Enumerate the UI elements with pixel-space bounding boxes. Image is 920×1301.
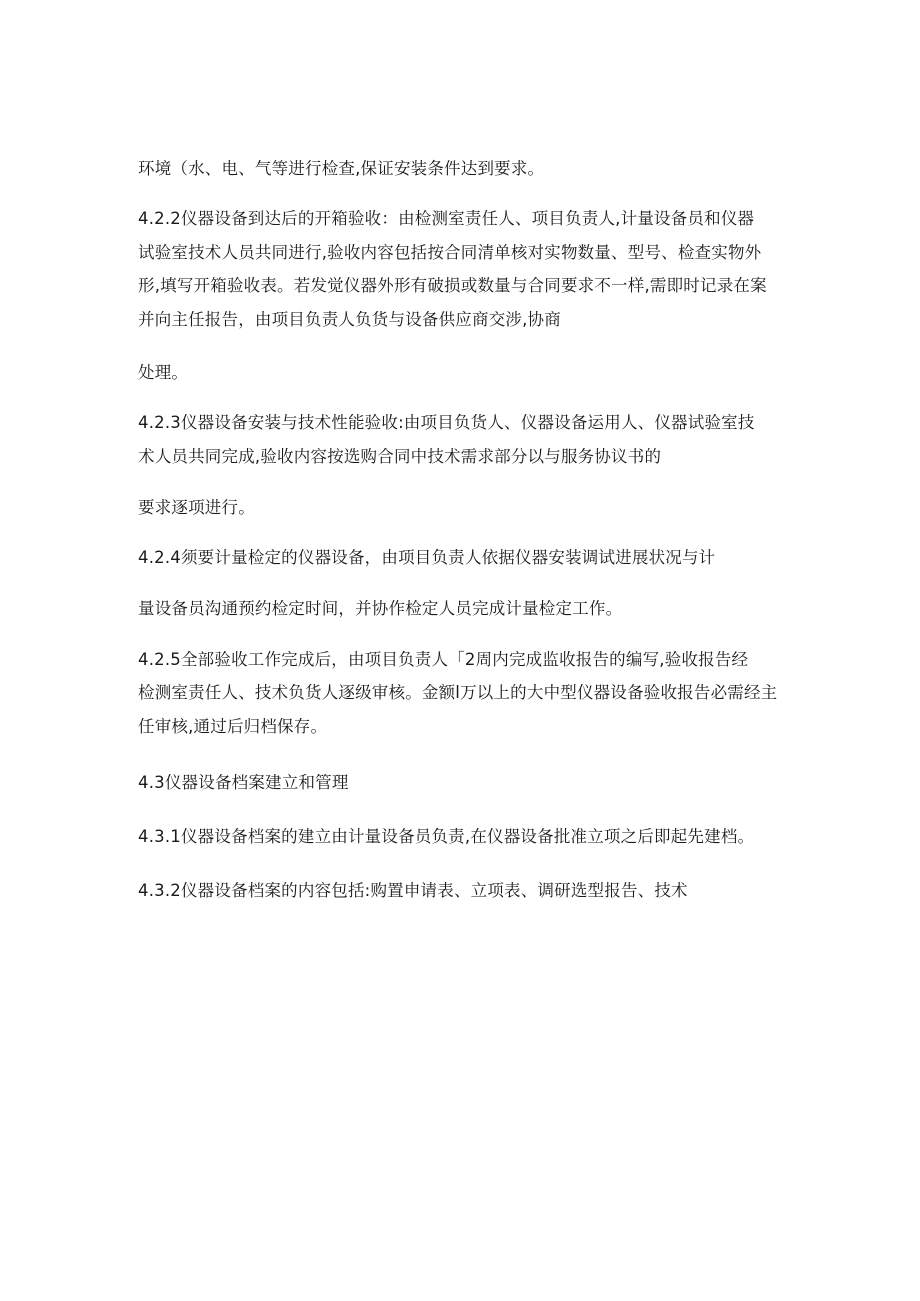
text-line-6: 处理。 (138, 363, 189, 382)
text-line-16: 4.3.1仪器设备档案的建立由计量设备员负责,在仪器设备批准立项之后即起先建档。 (138, 827, 755, 846)
text-line-8: 术人员共同完成,验收内容按选购合同中技术需求部分以与服务协议书的 (138, 447, 662, 466)
text-line-3: 试验室技术人员共同进行,验收内容包括按合同清单核对实物数量、型号、检查实物外 (138, 243, 762, 262)
text-line-9: 要求逐项进行。 (138, 498, 255, 517)
text-line-5: 并向主任报告，由项目负责人负货与设备供应商交涉,协商 (138, 310, 561, 329)
text-line-11: 量设备员沟通预约检定时间，并协作检定人员完成计量检定工作。 (138, 599, 623, 618)
text-line-17: 4.3.2仪器设备档案的内容包括:购置申请表、立项表、调研选型报告、技术 (138, 881, 688, 900)
text-line-2: 4.2.2仪器设备到达后的开箱验收：由检测室责任人、项目负责人,计量设备员和仪器 (138, 209, 755, 228)
text-line-12: 4.2.5全部验收工作完成后，由项目负责人「2周内完成监收报告的编写,验收报告经 (138, 650, 749, 669)
text-line-1: 环境（水、电、气等进行检查,保证安装条件达到要求。 (138, 159, 545, 178)
text-line-4: 形,填写开箱验收表。若发觉仪器外形有破损或数量与合同要求不一样,需即时记录在案 (138, 276, 767, 295)
text-line-7: 4.2.3仪器设备安装与技术性能验收:由项目负货人、仪器设备运用人、仪器试验室技 (138, 413, 755, 432)
text-line-10: 4.2.4须要计量检定的仪器设备，由项目负责人依据仪器安装调试进展状况与计 (138, 548, 716, 567)
text-line-14: 任审核,通过后归档保存。 (138, 717, 328, 736)
text-line-13: 检测室责任人、技术负货人逐级审核。金额l万以上的大中型仪器设备验收报告必需经主 (138, 683, 778, 702)
text-line-15: 4.3仪器设备档案建立和管理 (138, 773, 349, 792)
